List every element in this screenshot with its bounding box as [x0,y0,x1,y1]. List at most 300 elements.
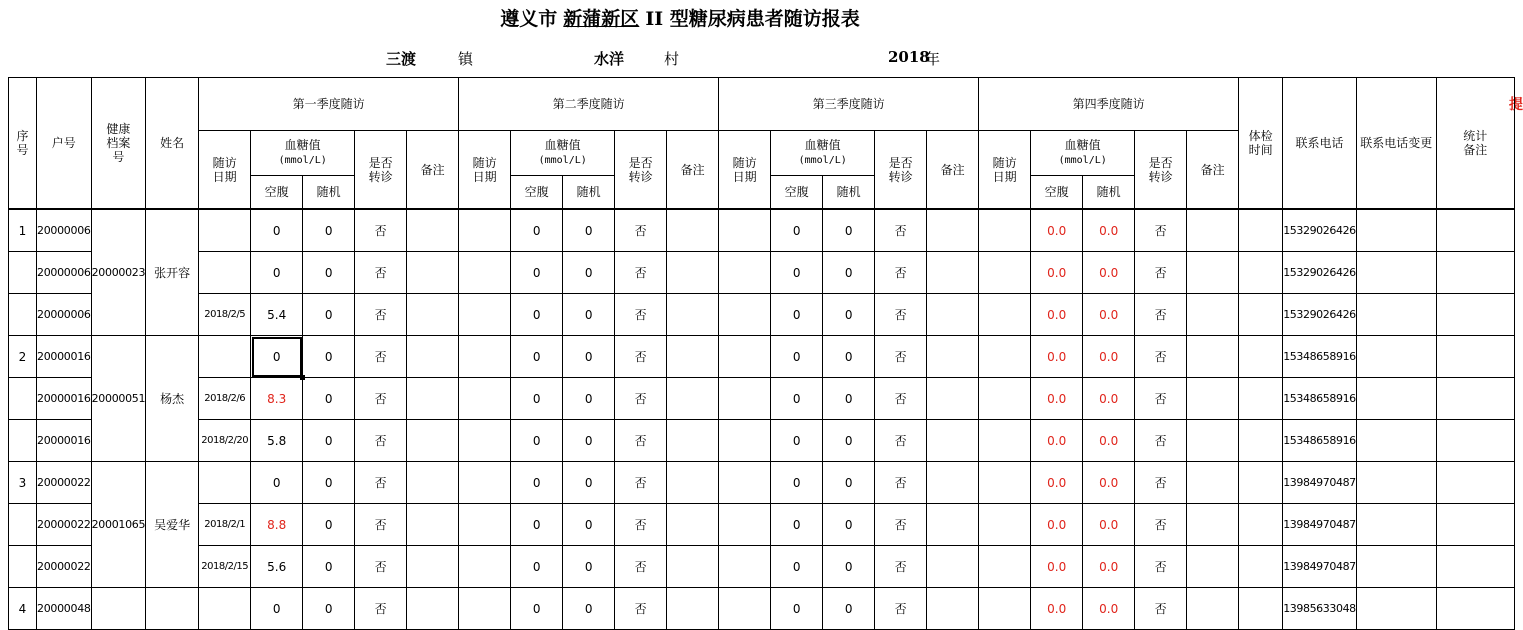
cell-q1-date[interactable] [199,252,251,294]
cell-phone-change[interactable] [1356,462,1436,504]
cell-q4-date[interactable] [979,588,1031,630]
cell-q2-referral[interactable]: 否 [615,420,667,462]
cell-q3-random[interactable]: 0 [823,252,875,294]
header-q4: 第四季度随访 [979,78,1239,131]
cell-q2-random[interactable]: 0 [563,210,615,252]
cell-checkup[interactable] [1239,378,1283,420]
cell-seq[interactable]: 2 [9,336,37,378]
header-q1-glucose [251,131,355,176]
cell-q4-referral[interactable]: 否 [1135,420,1187,462]
cell-q4-date[interactable] [979,294,1031,336]
cell-q3-random[interactable]: 0 [823,210,875,252]
cell-q3-remark[interactable] [927,252,979,294]
header-q1-fasting: 空腹 [251,176,303,209]
cell-q4-referral[interactable]: 否 [1135,378,1187,420]
cell-q4-fasting[interactable]: 0.0 [1031,210,1083,252]
cell-q2-random[interactable]: 0 [563,336,615,378]
cell-q4-random[interactable]: 0.0 [1083,252,1135,294]
cell-phone-change[interactable] [1356,210,1436,252]
cell-q3-date[interactable] [719,504,771,546]
cell-q4-random[interactable]: 0.0 [1083,210,1135,252]
cell-q1-referral[interactable]: 否 [355,462,407,504]
header-q4-glucose-unit: (mmol/L) [1058,155,1107,166]
cell-q4-date[interactable] [979,210,1031,252]
cell-phone-change[interactable] [1356,420,1436,462]
cell-q2-referral[interactable]: 否 [615,588,667,630]
cell-checkup[interactable] [1239,252,1283,294]
cell-q4-random[interactable]: 0.0 [1083,420,1135,462]
cell-q1-date[interactable] [199,588,251,630]
cell-seq[interactable] [9,252,37,294]
cell-seq[interactable]: 1 [9,210,37,252]
cell-q2-date[interactable] [459,504,511,546]
cell-q3-referral[interactable]: 否 [875,546,927,588]
cell-q3-remark[interactable] [927,546,979,588]
cell-name[interactable] [146,588,199,630]
cell-q2-date[interactable] [459,420,511,462]
cell-q3-remark[interactable] [927,378,979,420]
cell-q3-fasting[interactable]: 0 [771,336,823,378]
cell-q2-fasting[interactable]: 0 [511,588,563,630]
cell-checkup[interactable] [1239,294,1283,336]
cell-q4-date[interactable] [979,504,1031,546]
cell-q2-fasting[interactable]: 0 [511,294,563,336]
cell-q2-random[interactable]: 0 [563,546,615,588]
cell-q3-remark[interactable] [927,504,979,546]
cell-name[interactable]: 吴爱华 [146,462,199,588]
cell-q2-fasting[interactable]: 0 [511,378,563,420]
cell-seq[interactable]: 3 [9,462,37,504]
cell-q4-random[interactable]: 0.0 [1083,504,1135,546]
cell-q1-remark[interactable] [407,504,459,546]
cell-checkup[interactable] [1239,588,1283,630]
cell-q2-date[interactable] [459,210,511,252]
cell-q1-random[interactable]: 0 [303,462,355,504]
title-district[interactable]: 新蒲新区 [563,8,640,30]
cell-q4-remark[interactable] [1187,294,1239,336]
header-q3-fasting: 空腹 [771,176,823,209]
cell-q3-remark[interactable] [927,210,979,252]
cell-q1-random[interactable]: 0 [303,210,355,252]
cell-q2-remark[interactable] [667,546,719,588]
header-q2-remark: 备注 [667,131,719,209]
cell-q2-date[interactable] [459,252,511,294]
cell-seq[interactable] [9,420,37,462]
cell-household[interactable]: 20000022 [37,546,92,588]
cell-stats-remark[interactable] [1436,210,1514,252]
cell-q3-random[interactable]: 0 [823,420,875,462]
cell-phone[interactable]: 15329026426 [1283,210,1357,252]
cell-q4-remark[interactable] [1187,336,1239,378]
cell-q4-fasting[interactable]: 0.0 [1031,462,1083,504]
header-phone: 联系电话 [1283,78,1357,209]
cell-q2-remark[interactable] [667,210,719,252]
cell-q1-random[interactable]: 0 [303,504,355,546]
cell-q4-remark[interactable] [1187,504,1239,546]
cell-seq[interactable] [9,294,37,336]
subtitle-town[interactable]: 三渡 [386,50,417,68]
cell-stats-remark[interactable] [1436,336,1514,378]
cell-q2-random[interactable]: 0 [563,252,615,294]
cell-q4-fasting[interactable]: 0.0 [1031,378,1083,420]
cell-stats-remark[interactable] [1436,546,1514,588]
cell-q4-fasting[interactable]: 0.0 [1031,294,1083,336]
cell-q4-remark[interactable] [1187,420,1239,462]
header-q1-referral: 是否转诊 [355,131,407,209]
cell-q4-fasting[interactable]: 0.0 [1031,546,1083,588]
table-row [9,252,1515,294]
cell-stats-remark[interactable] [1436,588,1514,630]
cell-q3-referral[interactable]: 否 [875,378,927,420]
cell-q3-fasting[interactable]: 0 [771,210,823,252]
cell-checkup[interactable] [1239,546,1283,588]
cell-q2-random[interactable]: 0 [563,504,615,546]
cell-q4-remark[interactable] [1187,462,1239,504]
cell-q2-random[interactable]: 0 [563,378,615,420]
cell-q3-fasting[interactable]: 0 [771,378,823,420]
cell-q3-remark[interactable] [927,588,979,630]
cell-q4-random[interactable]: 0.0 [1083,546,1135,588]
cell-stats-remark[interactable] [1436,294,1514,336]
cell-phone-change[interactable] [1356,546,1436,588]
cell-seq[interactable] [9,504,37,546]
cell-q1-referral[interactable]: 否 [355,546,407,588]
subtitle-year[interactable]: 2018 [888,48,930,66]
cell-q3-fasting[interactable]: 0 [771,504,823,546]
cell-q4-date[interactable] [979,252,1031,294]
cell-q3-fasting[interactable]: 0 [771,252,823,294]
cell-seq[interactable]: 4 [9,588,37,630]
cell-q1-date[interactable]: 2018/2/6 [199,378,251,420]
cell-q1-date[interactable] [199,336,251,378]
cell-q4-fasting[interactable]: 0.0 [1031,588,1083,630]
cell-q3-date[interactable] [719,336,771,378]
cell-q4-date[interactable] [979,546,1031,588]
cell-q3-referral[interactable]: 否 [875,462,927,504]
cell-q4-referral[interactable]: 否 [1135,336,1187,378]
cell-q1-referral[interactable]: 否 [355,378,407,420]
subtitle-village-suffix: 村 [664,50,680,68]
cell-q1-date[interactable] [199,462,251,504]
cell-phone-change[interactable] [1356,252,1436,294]
cell-q2-date[interactable] [459,546,511,588]
cell-q1-fasting[interactable]: 0 [251,336,303,378]
cell-q4-referral[interactable]: 否 [1135,504,1187,546]
cell-q2-referral[interactable]: 否 [615,210,667,252]
cell-q4-referral[interactable]: 否 [1135,588,1187,630]
header-checkup: 体检时间 [1239,78,1283,209]
cell-q3-random[interactable]: 0 [823,504,875,546]
cell-q1-remark[interactable] [407,294,459,336]
cell-q3-fasting[interactable]: 0 [771,294,823,336]
cell-q2-random[interactable]: 0 [563,420,615,462]
cell-q2-fasting[interactable]: 0 [511,420,563,462]
cell-q3-referral[interactable]: 否 [875,588,927,630]
cell-q1-fasting[interactable]: 0 [251,210,303,252]
cell-stats-remark[interactable] [1436,252,1514,294]
cell-q4-random[interactable]: 0.0 [1083,462,1135,504]
cell-q4-random[interactable]: 0.0 [1083,378,1135,420]
cell-q4-remark[interactable] [1187,378,1239,420]
cell-checkup[interactable] [1239,462,1283,504]
header-stats-remark: 统计备注 [1436,78,1514,209]
cell-q3-random[interactable]: 0 [823,462,875,504]
cell-phone-change[interactable] [1356,294,1436,336]
cell-q3-referral[interactable]: 否 [875,336,927,378]
cell-q1-date[interactable]: 2018/2/5 [199,294,251,336]
cell-q1-date[interactable]: 2018/2/1 [199,504,251,546]
cell-q2-random[interactable]: 0 [563,294,615,336]
cell-q3-date[interactable] [719,588,771,630]
cell-q2-fasting[interactable]: 0 [511,336,563,378]
cell-household[interactable]: 20000016 [37,420,92,462]
cell-phone-change[interactable] [1356,504,1436,546]
cell-q1-remark[interactable] [407,420,459,462]
header-household: 户号 [37,78,92,209]
cell-q1-referral[interactable]: 否 [355,294,407,336]
cell-q4-fasting[interactable]: 0.0 [1031,336,1083,378]
cell-q2-remark[interactable] [667,252,719,294]
cell-q4-random[interactable]: 0.0 [1083,294,1135,336]
cell-q3-referral[interactable]: 否 [875,294,927,336]
cell-household[interactable]: 20000016 [37,378,92,420]
cell-q3-random[interactable]: 0 [823,546,875,588]
cell-q4-date[interactable] [979,336,1031,378]
cell-name[interactable]: 张开容 [146,210,199,336]
cell-phone[interactable]: 13984970487 [1283,504,1357,546]
cell-stats-remark[interactable] [1436,462,1514,504]
table-row [9,462,1515,504]
cell-q2-referral[interactable]: 否 [615,504,667,546]
cell-stats-remark[interactable] [1436,378,1514,420]
cell-q2-fasting[interactable]: 0 [511,210,563,252]
cell-q1-remark[interactable] [407,588,459,630]
header-q4-fasting: 空腹 [1031,176,1083,209]
cell-q3-random[interactable]: 0 [823,294,875,336]
cell-phone-change[interactable] [1356,336,1436,378]
cell-household[interactable]: 20000048 [37,588,92,630]
cell-q1-fasting[interactable]: 8.3 [251,378,303,420]
cell-q2-remark[interactable] [667,588,719,630]
cell-phone[interactable]: 13984970487 [1283,546,1357,588]
cell-q3-fasting[interactable]: 0 [771,546,823,588]
cell-q2-date[interactable] [459,378,511,420]
cell-q1-date[interactable]: 2018/2/15 [199,546,251,588]
cell-q3-date[interactable] [719,210,771,252]
cell-health-record[interactable]: 20000051 [91,336,146,462]
cell-q3-remark[interactable] [927,420,979,462]
cell-q1-remark[interactable] [407,378,459,420]
cell-household[interactable]: 20000006 [37,252,92,294]
cell-q1-referral[interactable]: 否 [355,252,407,294]
header-seq: 序号 [9,78,37,209]
cell-phone[interactable]: 15329026426 [1283,294,1357,336]
header-q4-visit-date: 随访日期 [979,131,1031,209]
cell-q2-referral[interactable]: 否 [615,336,667,378]
cell-q4-remark[interactable] [1187,546,1239,588]
cell-q2-remark[interactable] [667,504,719,546]
cell-q1-fasting[interactable]: 0 [251,462,303,504]
cell-q1-remark[interactable] [407,336,459,378]
cell-q1-referral[interactable]: 否 [355,588,407,630]
cell-q4-referral[interactable]: 否 [1135,546,1187,588]
cell-q1-fasting[interactable]: 5.8 [251,420,303,462]
cell-q1-fasting[interactable]: 0 [251,588,303,630]
header-q3-glucose-unit: (mmol/L) [798,155,847,166]
cell-q2-remark[interactable] [667,378,719,420]
cell-q3-referral[interactable]: 否 [875,420,927,462]
cell-q1-fasting[interactable]: 8.8 [251,504,303,546]
cell-q4-remark[interactable] [1187,252,1239,294]
cell-q4-fasting[interactable]: 0.0 [1031,504,1083,546]
cell-seq[interactable] [9,378,37,420]
cell-q1-random[interactable]: 0 [303,588,355,630]
cell-q4-referral[interactable]: 否 [1135,294,1187,336]
cell-q3-remark[interactable] [927,336,979,378]
cell-q4-remark[interactable] [1187,588,1239,630]
cell-q4-referral[interactable]: 否 [1135,210,1187,252]
cell-q1-random[interactable]: 0 [303,252,355,294]
cell-q2-date[interactable] [459,336,511,378]
cell-health-record[interactable]: 20000023 [91,210,146,336]
cell-q3-date[interactable] [719,420,771,462]
cell-q1-fasting[interactable]: 5.6 [251,546,303,588]
cell-q1-random[interactable]: 0 [303,546,355,588]
cell-phone[interactable]: 15329026426 [1283,252,1357,294]
cell-q1-random[interactable]: 0 [303,378,355,420]
cell-q3-date[interactable] [719,294,771,336]
cell-q3-random[interactable]: 0 [823,588,875,630]
cell-q2-referral[interactable]: 否 [615,378,667,420]
cell-q1-date[interactable] [199,210,251,252]
cell-health-record[interactable] [91,588,146,630]
cell-q2-fasting[interactable]: 0 [511,462,563,504]
cell-q1-fasting[interactable]: 0 [251,252,303,294]
cell-q1-referral[interactable]: 否 [355,504,407,546]
cell-q2-fasting[interactable]: 0 [511,546,563,588]
cell-q3-referral[interactable]: 否 [875,210,927,252]
cell-phone[interactable]: 15348658916 [1283,420,1357,462]
cell-household[interactable]: 20000016 [37,336,92,378]
cell-q3-date[interactable] [719,252,771,294]
cell-q3-date[interactable] [719,546,771,588]
cell-checkup[interactable] [1239,420,1283,462]
cell-seq[interactable] [9,546,37,588]
cell-q2-fasting[interactable]: 0 [511,504,563,546]
cell-q2-date[interactable] [459,294,511,336]
cell-stats-remark[interactable] [1436,504,1514,546]
cell-health-record[interactable]: 20001065 [91,462,146,588]
cell-q4-date[interactable] [979,378,1031,420]
cell-q3-random[interactable]: 0 [823,378,875,420]
cell-q4-fasting[interactable]: 0.0 [1031,420,1083,462]
header-q4-referral: 是否转诊 [1135,131,1187,209]
header-q2-referral: 是否转诊 [615,131,667,209]
cell-q1-random[interactable]: 0 [303,420,355,462]
cell-q3-fasting[interactable]: 0 [771,462,823,504]
cell-q3-referral[interactable]: 否 [875,504,927,546]
cell-q3-random[interactable]: 0 [823,336,875,378]
cell-q1-referral[interactable]: 否 [355,420,407,462]
cell-q1-date[interactable]: 2018/2/20 [199,420,251,462]
cell-household[interactable]: 20000022 [37,504,92,546]
cell-q3-remark[interactable] [927,462,979,504]
cell-q2-random[interactable]: 0 [563,588,615,630]
cell-q2-fasting[interactable]: 0 [511,252,563,294]
cell-q1-random[interactable]: 0 [303,294,355,336]
cell-q2-referral[interactable]: 否 [615,294,667,336]
cell-q2-referral[interactable]: 否 [615,462,667,504]
header-q2-glucose-unit: (mmol/L) [538,155,587,166]
cell-q1-remark[interactable] [407,210,459,252]
cell-q3-fasting[interactable]: 0 [771,420,823,462]
cell-q1-random[interactable]: 0 [303,336,355,378]
cell-q2-referral[interactable]: 否 [615,546,667,588]
cell-household[interactable]: 20000006 [37,210,92,252]
cell-q2-referral[interactable]: 否 [615,252,667,294]
cell-q4-referral[interactable]: 否 [1135,252,1187,294]
header-q3-random: 随机 [823,176,875,209]
cell-phone[interactable]: 15348658916 [1283,378,1357,420]
header-q2-random: 随机 [563,176,615,209]
cell-household[interactable]: 20000006 [37,294,92,336]
header-q3-referral: 是否转诊 [875,131,927,209]
cell-name[interactable]: 杨杰 [146,336,199,462]
cell-q1-fasting[interactable]: 5.4 [251,294,303,336]
header-q3-glucose [771,131,875,176]
cell-q4-referral[interactable]: 否 [1135,462,1187,504]
cell-q2-date[interactable] [459,462,511,504]
cell-checkup[interactable] [1239,210,1283,252]
cell-q3-remark[interactable] [927,294,979,336]
cell-q3-date[interactable] [719,462,771,504]
cell-q1-referral[interactable]: 否 [355,336,407,378]
cell-q4-random[interactable]: 0.0 [1083,336,1135,378]
cell-q2-random[interactable]: 0 [563,462,615,504]
cell-stats-remark[interactable] [1436,420,1514,462]
header-q2-glucose-label: 血糖值 [544,138,581,152]
cell-q1-remark[interactable] [407,252,459,294]
cell-q2-remark[interactable] [667,336,719,378]
cell-q4-date[interactable] [979,420,1031,462]
cell-q1-remark[interactable] [407,462,459,504]
cell-q4-random[interactable]: 0.0 [1083,588,1135,630]
cell-q2-remark[interactable] [667,462,719,504]
cell-phone[interactable]: 13984970487 [1283,462,1357,504]
header-q1-glucose-unit: (mmol/L) [278,155,327,166]
header-q2-glucose [511,131,615,176]
cell-q1-referral[interactable]: 否 [355,210,407,252]
subtitle-village[interactable]: 水洋 [594,50,625,68]
cell-q4-date[interactable] [979,462,1031,504]
cell-checkup[interactable] [1239,336,1283,378]
cell-q3-date[interactable] [719,378,771,420]
cell-phone-change[interactable] [1356,378,1436,420]
cell-phone[interactable]: 13985633048 [1283,588,1357,630]
cell-q4-remark[interactable] [1187,210,1239,252]
cell-q2-remark[interactable] [667,420,719,462]
cell-phone[interactable]: 15348658916 [1283,336,1357,378]
cell-q2-date[interactable] [459,588,511,630]
cell-q2-remark[interactable] [667,294,719,336]
cell-q4-fasting[interactable]: 0.0 [1031,252,1083,294]
cell-checkup[interactable] [1239,504,1283,546]
cell-q3-fasting[interactable]: 0 [771,588,823,630]
cell-q3-referral[interactable]: 否 [875,252,927,294]
cell-phone-change[interactable] [1356,588,1436,630]
cell-household[interactable]: 20000022 [37,462,92,504]
cell-q1-remark[interactable] [407,546,459,588]
